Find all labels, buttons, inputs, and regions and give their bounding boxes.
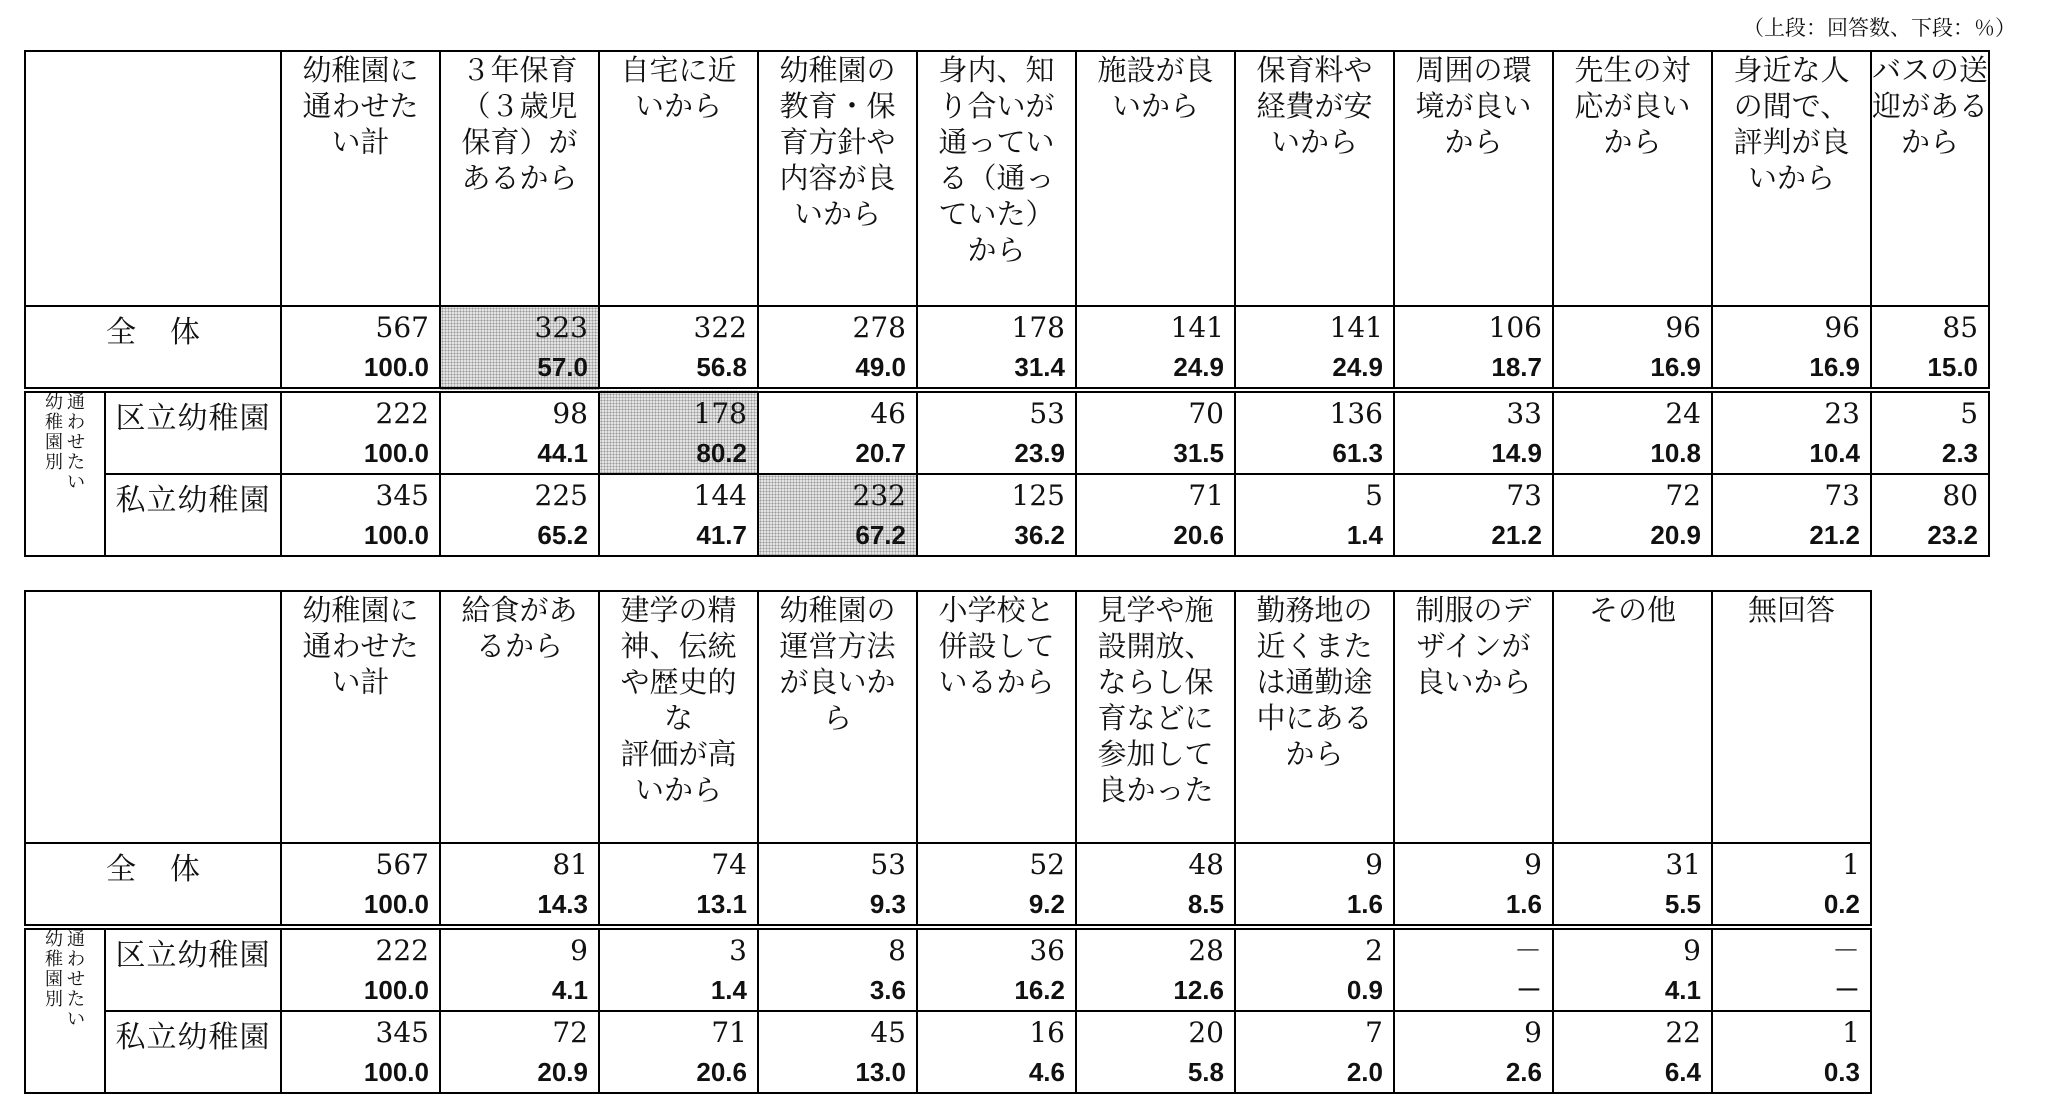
column-header: ３年保育 （３歳児 保育）が あるから (440, 51, 599, 306)
percent-value: 0.2 (1823, 889, 1860, 919)
data-cell (1235, 843, 1394, 927)
data-cell (281, 306, 440, 390)
data-cell (440, 306, 599, 390)
row-all (25, 843, 1873, 927)
percent-value: 6.4 (1664, 1057, 1701, 1087)
header-row (25, 51, 1989, 306)
data-cell (1235, 927, 1394, 1011)
count-value: 144 (693, 479, 747, 512)
column-header: 身近な人 の間で、 評判が良 いから (1712, 51, 1871, 306)
percent-value: 20.6 (696, 1057, 747, 1087)
data-cell (1235, 306, 1394, 390)
percent-value: 12.6 (1173, 975, 1224, 1005)
count-value: 73 (1824, 479, 1860, 512)
data-cell (1076, 390, 1235, 474)
count-value: 85 (1942, 311, 1979, 344)
row-label-public: 区立幼稚園 (105, 927, 281, 1011)
count-value: 16 (1029, 1016, 1065, 1049)
blank-cell (1871, 591, 1873, 843)
column-header: 幼稚園の 運営方法 が良いか ら (758, 591, 917, 843)
percent-value: 2.6 (1505, 1057, 1542, 1087)
row-all (25, 306, 1989, 390)
count-value: 225 (534, 479, 588, 512)
count-value: 71 (711, 1016, 747, 1049)
percent-value: 23.9 (1014, 438, 1065, 468)
data-cell (1394, 1011, 1553, 1093)
row-private (25, 1011, 1873, 1093)
data-cell (1394, 306, 1553, 390)
data-cell (1553, 843, 1712, 927)
group-label-char: た (67, 452, 85, 473)
count-value: 28 (1188, 934, 1224, 967)
count-value: 5 (1960, 397, 1979, 430)
percent-value: 24.9 (1173, 352, 1224, 382)
data-cell (1871, 474, 1989, 556)
percent-value: 57.0 (537, 352, 588, 382)
corner-cell (25, 51, 281, 306)
percent-value: 15.0 (1927, 352, 1979, 382)
percent-value: 100.0 (363, 1057, 429, 1087)
data-cell (1712, 927, 1871, 1011)
group-label-char: 園 (45, 432, 63, 453)
percent-value: 13.0 (855, 1057, 906, 1087)
group-label-char: た (67, 989, 85, 1010)
percent-value: 16.2 (1014, 975, 1065, 1005)
percent-value: 56.8 (696, 352, 747, 382)
column-header: 勤務地の 近くまた は通勤途 中にある から (1235, 591, 1394, 843)
data-cell (1553, 474, 1712, 556)
percent-value: 20.9 (537, 1057, 588, 1087)
group-label-char: い (67, 472, 85, 493)
data-cell (1076, 474, 1235, 556)
percent-value: 41.7 (696, 520, 747, 550)
percent-value: 5.8 (1187, 1057, 1224, 1087)
data-cell (1235, 474, 1394, 556)
percent-value: 61.3 (1332, 438, 1383, 468)
count-value: － (1513, 934, 1542, 967)
group-label-char: 稚 (45, 949, 63, 970)
percent-value: 14.3 (537, 889, 588, 919)
count-value: 70 (1188, 397, 1224, 430)
count-value: 9 (1365, 848, 1383, 881)
count-value: 322 (693, 311, 747, 344)
count-value: 178 (1011, 311, 1065, 344)
group-label-char: い (67, 1009, 85, 1030)
count-value: 222 (375, 397, 429, 430)
percent-value: 13.1 (696, 889, 747, 919)
count-value: 20 (1188, 1016, 1224, 1049)
row-label-private: 私立幼稚園 (105, 1011, 281, 1093)
percent-value: 4.6 (1028, 1057, 1065, 1087)
percent-value: 100.0 (363, 352, 429, 382)
data-cell (758, 927, 917, 1011)
percent-value: 20.9 (1650, 520, 1701, 550)
data-cell (1871, 306, 1989, 390)
data-cell (599, 843, 758, 927)
data-cell (1235, 1011, 1394, 1093)
percent-value: － (1515, 975, 1542, 1005)
row-public (25, 927, 1873, 1011)
count-value: 8 (888, 934, 906, 967)
group-label (25, 390, 105, 556)
data-cell (1553, 927, 1712, 1011)
data-cell (599, 306, 758, 390)
data-cell (1394, 927, 1553, 1011)
count-value: 323 (534, 311, 588, 344)
column-header: 保育料や 経費が安 いから (1235, 51, 1394, 306)
row-label-all: 全体 (25, 843, 281, 927)
blank-cell (1871, 927, 1873, 1011)
count-value: 141 (1170, 311, 1224, 344)
data-cell (599, 474, 758, 556)
data-cell (440, 474, 599, 556)
percent-value: 4.1 (1664, 975, 1701, 1005)
percent-value: 100.0 (363, 975, 429, 1005)
count-value: 9 (1683, 934, 1701, 967)
count-value: 345 (375, 1016, 429, 1049)
count-value: 33 (1506, 397, 1542, 430)
group-label-char: 幼 (45, 929, 63, 950)
count-value: 567 (375, 848, 429, 881)
data-cell (758, 474, 917, 556)
percent-value: 1.6 (1505, 889, 1542, 919)
data-cell (1076, 843, 1235, 927)
data-cell (1553, 390, 1712, 474)
count-value: 1 (1842, 1016, 1860, 1049)
count-value: 9 (1524, 1016, 1542, 1049)
count-value: 80 (1942, 479, 1979, 512)
percent-value: 0.3 (1823, 1057, 1860, 1087)
column-header: 見学や施 設開放、 ならし保 育などに 参加して 良かった (1076, 591, 1235, 843)
percent-value: 2.0 (1346, 1057, 1383, 1087)
count-value: 45 (870, 1016, 906, 1049)
percent-value: 100.0 (363, 520, 429, 550)
group-label-char: 別 (45, 452, 63, 473)
count-value: 72 (1665, 479, 1701, 512)
count-value: 222 (375, 934, 429, 967)
count-value: 74 (711, 848, 747, 881)
count-value: 24 (1665, 397, 1701, 430)
column-header: 無回答 (1712, 591, 1871, 843)
percent-value: 18.7 (1491, 352, 1542, 382)
data-cell (1076, 306, 1235, 390)
count-value: 48 (1188, 848, 1224, 881)
group-label-char: 幼 (45, 392, 63, 413)
count-value: 98 (552, 397, 588, 430)
percent-value: 44.1 (537, 438, 588, 468)
percent-value: 2.3 (1941, 438, 1979, 468)
data-cell (917, 474, 1076, 556)
percent-value: 100.0 (363, 889, 429, 919)
data-cell (758, 1011, 917, 1093)
data-cell (1712, 306, 1871, 390)
column-header: 小学校と 併設して いるから (917, 591, 1076, 843)
count-value: 136 (1329, 397, 1383, 430)
data-cell (758, 390, 917, 474)
corner-cell (25, 591, 281, 843)
percent-value: 0.9 (1346, 975, 1383, 1005)
data-cell (1076, 1011, 1235, 1093)
data-cell (1712, 843, 1871, 927)
data-cell (917, 1011, 1076, 1093)
percent-value: 21.2 (1491, 520, 1542, 550)
data-cell (1553, 306, 1712, 390)
count-value: 53 (870, 848, 906, 881)
count-value: 141 (1329, 311, 1383, 344)
group-label-char: せ (67, 969, 85, 990)
percent-value: 9.3 (869, 889, 906, 919)
data-cell (281, 390, 440, 474)
count-value: 5 (1365, 479, 1383, 512)
percent-value: 10.8 (1650, 438, 1701, 468)
column-header: 幼稚園の 教育・保 育方針や 内容が良 いから (758, 51, 917, 306)
data-cell (917, 306, 1076, 390)
data-cell (281, 1011, 440, 1093)
count-value: 7 (1365, 1016, 1383, 1049)
data-cell (917, 927, 1076, 1011)
percent-value: 4.1 (551, 975, 588, 1005)
row-public (25, 390, 1989, 474)
group-label-line (45, 930, 63, 1030)
data-cell (1394, 390, 1553, 474)
column-header: 施設が良 いから (1076, 51, 1235, 306)
count-value: 81 (552, 848, 588, 881)
percent-value: 5.5 (1664, 889, 1701, 919)
count-value: － (1831, 934, 1860, 967)
column-header: その他 (1553, 591, 1712, 843)
percent-value: 49.0 (855, 352, 906, 382)
count-value: 1 (1842, 848, 1860, 881)
group-label-char: せ (67, 432, 85, 453)
percent-value: － (1833, 975, 1860, 1005)
group-label-line (45, 393, 63, 493)
blank-cell (1871, 843, 1873, 927)
group-label-char: 通 (67, 392, 85, 413)
percent-value: 67.2 (855, 520, 906, 550)
group-label (25, 927, 105, 1093)
data-cell (917, 843, 1076, 927)
group-label-char: 園 (45, 969, 63, 990)
count-value: 3 (729, 934, 747, 967)
group-label-char: 別 (45, 989, 63, 1010)
column-header: 制服のデ ザインが 良いから (1394, 591, 1553, 843)
data-cell (1076, 927, 1235, 1011)
column-header: 身内、知 り合いが 通ってい る（通っ ていた） から (917, 51, 1076, 306)
count-value: 125 (1011, 479, 1065, 512)
percent-value: 31.5 (1173, 438, 1224, 468)
data-cell (1394, 843, 1553, 927)
count-value: 96 (1665, 311, 1701, 344)
count-value: 22 (1665, 1016, 1701, 1049)
percent-value: 20.6 (1173, 520, 1224, 550)
count-value: 9 (570, 934, 588, 967)
count-value: 2 (1365, 934, 1383, 967)
percent-value: 8.5 (1187, 889, 1224, 919)
percent-value: 1.4 (710, 975, 747, 1005)
percent-value: 16.9 (1809, 352, 1860, 382)
percent-value: 16.9 (1650, 352, 1701, 382)
percent-value: 80.2 (696, 438, 747, 468)
row-label-public: 区立幼稚園 (105, 390, 281, 474)
column-header: 給食があ るから (440, 591, 599, 843)
data-cell (281, 474, 440, 556)
count-value: 52 (1029, 848, 1065, 881)
group-label-char: 通 (67, 929, 85, 950)
count-value: 567 (375, 311, 429, 344)
data-cell (440, 1011, 599, 1093)
percent-value: 10.4 (1809, 438, 1860, 468)
count-value: 96 (1824, 311, 1860, 344)
count-value: 53 (1029, 397, 1065, 430)
percent-value: 1.4 (1346, 520, 1383, 550)
data-cell (758, 843, 917, 927)
data-cell (1235, 390, 1394, 474)
group-label-char: 稚 (45, 412, 63, 433)
data-cell (917, 390, 1076, 474)
count-value: 23 (1824, 397, 1860, 430)
column-header: 建学の精 神、伝統 や歴史的 な 評価が高 いから (599, 591, 758, 843)
row-label-all: 全体 (25, 306, 281, 390)
percent-value: 65.2 (537, 520, 588, 550)
data-cell (1553, 1011, 1712, 1093)
count-value: 345 (375, 479, 429, 512)
data-cell (440, 843, 599, 927)
data-cell (440, 927, 599, 1011)
percent-value: 23.2 (1927, 520, 1979, 550)
percent-value: 36.2 (1014, 520, 1065, 550)
count-value: 106 (1488, 311, 1542, 344)
percent-value: 24.9 (1332, 352, 1383, 382)
percent-value: 14.9 (1491, 438, 1542, 468)
data-cell (1871, 390, 1989, 474)
data-cell (599, 390, 758, 474)
count-value: 71 (1188, 479, 1224, 512)
survey-table-2 (24, 590, 1874, 1094)
count-value: 178 (693, 397, 747, 430)
data-cell (599, 927, 758, 1011)
row-label-private: 私立幼稚園 (105, 474, 281, 556)
data-cell (1712, 390, 1871, 474)
count-value: 72 (552, 1016, 588, 1049)
group-label-line (67, 930, 85, 1030)
percent-value: 31.4 (1014, 352, 1065, 382)
column-header: 幼稚園に 通わせた い計 (281, 591, 440, 843)
percent-value: 1.6 (1346, 889, 1383, 919)
column-header: 幼稚園に 通わせた い計 (281, 51, 440, 306)
data-cell (281, 843, 440, 927)
count-value: 36 (1029, 934, 1065, 967)
data-cell (758, 306, 917, 390)
data-cell (281, 927, 440, 1011)
group-label-char: わ (67, 412, 85, 433)
count-value: 73 (1506, 479, 1542, 512)
group-label-char: わ (67, 949, 85, 970)
data-cell (1712, 1011, 1871, 1093)
group-label-line (67, 393, 85, 493)
column-header: 先生の対 応が良い から (1553, 51, 1712, 306)
unit-note: （上段：回答数、下段：％） (1743, 16, 2016, 40)
data-cell (1712, 474, 1871, 556)
percent-value: 100.0 (363, 438, 429, 468)
count-value: 9 (1524, 848, 1542, 881)
column-header: 自宅に近 いから (599, 51, 758, 306)
data-cell (599, 1011, 758, 1093)
survey-table-1 (24, 50, 1990, 557)
column-header: バスの送 迎がある から (1871, 51, 1989, 306)
blank-cell (1871, 1011, 1873, 1093)
row-private (25, 474, 1989, 556)
data-cell (1394, 474, 1553, 556)
data-cell (440, 390, 599, 474)
count-value: 278 (852, 311, 906, 344)
count-value: 232 (852, 479, 906, 512)
percent-value: 3.6 (869, 975, 906, 1005)
percent-value: 9.2 (1028, 889, 1065, 919)
column-header: 周囲の環 境が良い から (1394, 51, 1553, 306)
percent-value: 20.7 (855, 438, 906, 468)
count-value: 46 (870, 397, 906, 430)
header-row (25, 591, 1873, 843)
count-value: 31 (1665, 848, 1701, 881)
percent-value: 21.2 (1809, 520, 1860, 550)
